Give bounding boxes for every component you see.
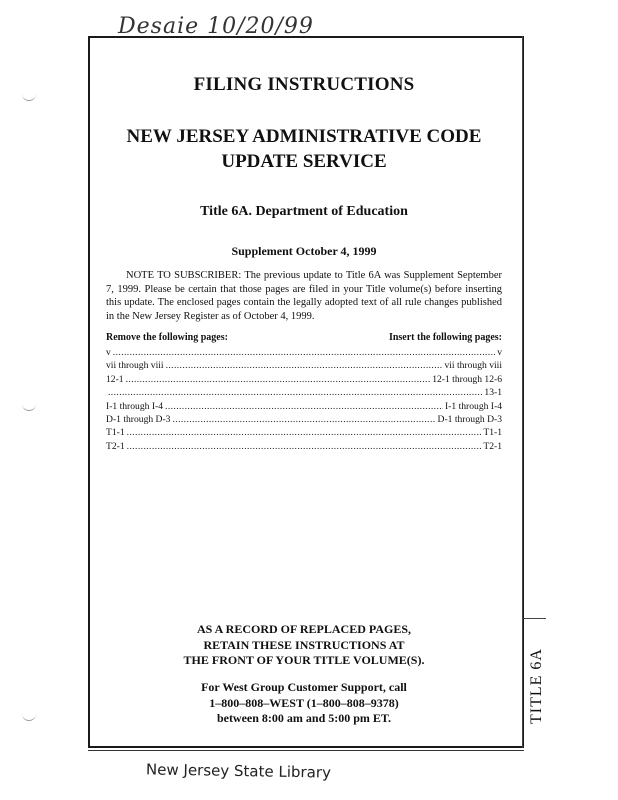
title-name: Title 6A. Department of Education — [200, 204, 408, 219]
library-stamp: New Jersey State Library — [145, 760, 332, 782]
support-line1: For West Group Customer Support, call — [201, 680, 407, 694]
leader-dots — [108, 386, 482, 399]
insert-cell: D-1 through D-3 — [437, 414, 502, 426]
insert-cell: T1-1 — [483, 427, 502, 439]
title-tab — [527, 648, 547, 724]
pages-table-header — [106, 332, 502, 343]
pages-table — [106, 346, 502, 453]
supplement-date: Supplement October 4, 1999 — [231, 244, 377, 258]
leader-dots — [165, 400, 443, 413]
table-row — [106, 440, 502, 453]
support-hours: between 8:00 am and 5:00 pm ET. — [216, 711, 392, 725]
frame-bottom-rule — [88, 750, 524, 751]
code-title-line2: UPDATE SERVICE — [221, 151, 387, 172]
remove-cell: 12-1 — [106, 373, 124, 385]
support-phone: 1–800–808–WEST (1–800–808–9378) — [209, 695, 399, 710]
table-row — [106, 359, 502, 372]
retain-line3: THE FRONT OF YOUR TITLE VOLUME(S). — [183, 653, 425, 667]
punch-hole-mark-bottom — [22, 712, 36, 721]
leader-dots — [172, 413, 435, 426]
leader-dots — [127, 440, 482, 453]
table-row — [106, 413, 502, 426]
leader-dots — [127, 426, 482, 439]
insert-cell: v — [497, 347, 502, 358]
retain-line1: AS A RECORD OF REPLACED PAGES, — [196, 622, 412, 636]
tab-divider-line — [522, 36, 523, 748]
subscriber-note: NOTE TO SUBSCRIBER: The previous update to Title 6A was Supplement September 7, 1999. Please be certain that those pages are filed in your Title volume(s) before inserting this update. The enclosed pages contain the legally adopted text of all rule changes published in the New Jersey Register as of October 4, 1999. — [106, 270, 502, 322]
table-row — [106, 400, 502, 413]
remove-cell: T2-1 — [106, 440, 125, 452]
retain-line2: RETAIN THESE INSTRUCTIONS AT — [203, 637, 405, 652]
title-tab-label: TITLE 6A — [528, 648, 546, 724]
instructions-body — [106, 74, 502, 453]
leader-dots — [166, 359, 443, 372]
punch-hole-mark-top — [22, 92, 36, 101]
insert-cell: 13-1 — [484, 387, 502, 399]
insert-cell: 12-1 through 12-6 — [432, 373, 502, 385]
remove-cell: vii through viii — [106, 360, 164, 372]
table-row — [106, 426, 502, 439]
insert-cell: T2-1 — [483, 440, 502, 452]
punch-hole-mark-middle — [22, 402, 36, 411]
leader-dots — [126, 373, 431, 386]
code-title — [106, 124, 502, 174]
remove-cell: D-1 through D-3 — [106, 414, 171, 426]
insert-header: Insert the following pages: — [388, 332, 502, 343]
table-row — [106, 346, 502, 359]
code-title-line1: NEW JERSEY ADMINISTRATIVE CODE — [126, 126, 482, 147]
retain-notice — [106, 622, 502, 669]
tab-separator-rule — [522, 618, 546, 619]
insert-cell: I-1 through I-4 — [444, 400, 502, 412]
customer-support — [106, 680, 502, 727]
handwritten-note: Desaie 10/20/99 — [118, 14, 314, 39]
insert-cell: vii through viii — [444, 360, 502, 372]
leader-dots — [113, 346, 495, 359]
remove-cell: I-1 through I-4 — [106, 400, 164, 412]
table-row — [106, 373, 502, 386]
remove-header: Remove the following pages: — [106, 332, 228, 343]
remove-cell: v — [106, 347, 111, 358]
table-row — [106, 386, 502, 399]
remove-cell: T1-1 — [106, 427, 125, 439]
page-heading: FILING INSTRUCTIONS — [193, 74, 415, 95]
